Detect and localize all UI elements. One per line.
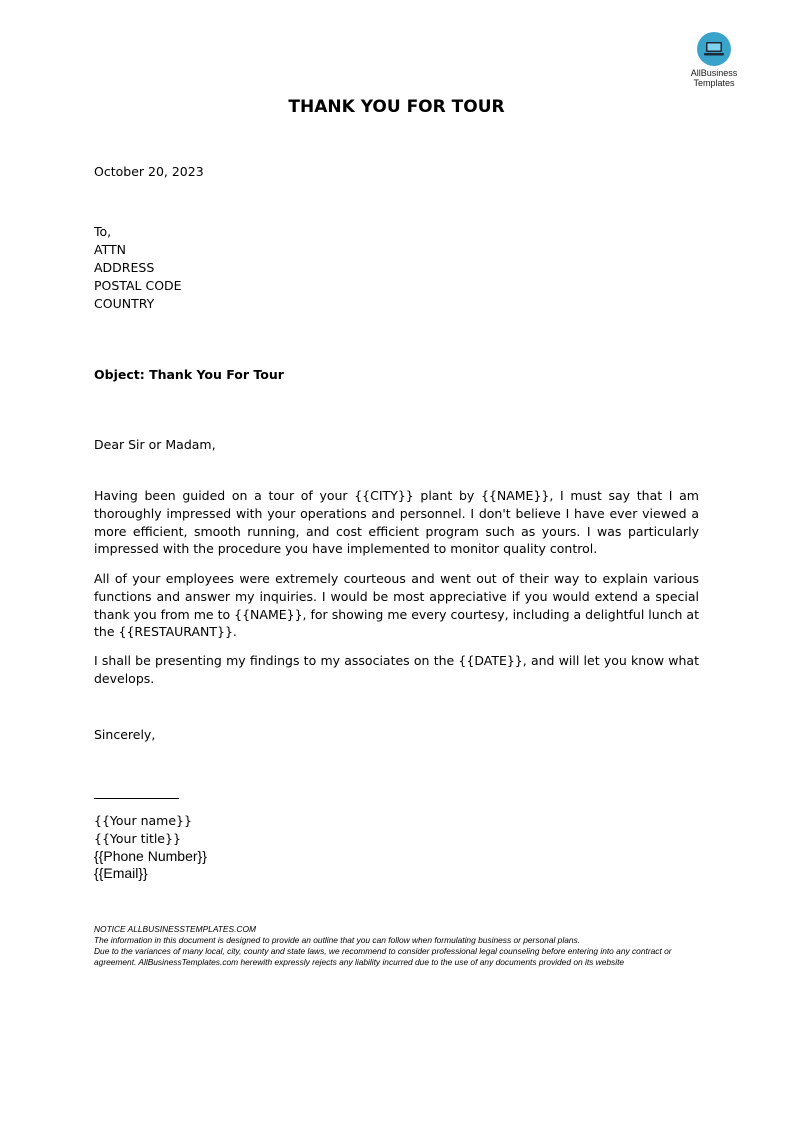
recipient-line: COUNTRY: [94, 296, 155, 311]
logo-text: AllBusiness Templates: [690, 68, 738, 88]
signer-title: {{Your title}}: [94, 831, 181, 846]
salutation: Dear Sir or Madam,: [94, 437, 216, 452]
body-paragraph: I shall be presenting my findings to my associates on the {{DATE}}, and will let you know what develops.: [94, 653, 699, 686]
body-paragraph: All of your employees were extremely courteous and went out of their way to explain various functions and answer my inquiries. I would be most appreciative if you would extend a special thank you from me to {{NAME}}, for showing me every courtesy, including a delightful lunch at the {{RESTAURANT}}.: [94, 571, 699, 640]
recipient-line: POSTAL CODE: [94, 278, 182, 293]
legal-notice: [94, 924, 700, 968]
signature-block: [94, 812, 207, 882]
notice-heading: NOTICE ALLBUSINESSTEMPLATES.COM: [94, 924, 256, 934]
closing: Sincerely,: [94, 727, 156, 742]
letter-date: October 20, 2023: [94, 164, 204, 179]
recipient-line: ADDRESS: [94, 260, 155, 275]
company-logo: [684, 32, 744, 88]
signature-line: [94, 798, 179, 799]
recipient-address: [94, 223, 182, 313]
laptop-icon: [697, 32, 731, 66]
document-title: THANK YOU FOR TOUR: [288, 97, 505, 117]
recipient-line: To,: [94, 224, 112, 239]
recipient-line: ATTN: [94, 242, 126, 257]
signer-name: {{Your name}}: [94, 813, 192, 828]
letter-subject: Object: Thank You For Tour: [94, 367, 284, 382]
signer-email: {{Email}}: [94, 865, 148, 881]
notice-line: The information in this document is designed to provide an outline that you can follow when formulating business or personal plans.: [94, 935, 581, 945]
signer-phone: {{Phone Number}}: [94, 848, 207, 864]
notice-line: Due to the variances of many local, city, county and state laws, we recommend to consider professional legal counseling before entering into any contract or agreement. AllBusinessTemplates.com herewith expressly rejects any liability incurred due to the use of any documents provided on its website: [94, 946, 672, 967]
body-paragraph: Having been guided on a tour of your {{CITY}} plant by {{NAME}}, I must say that I am thoroughly impressed with your operations and personnel. I don't believe I have ever viewed a more efficient, smooth running, and cost efficient program such as yours. I was particularly impressed with the procedure you have implemented to monitor quality control.: [94, 488, 699, 557]
